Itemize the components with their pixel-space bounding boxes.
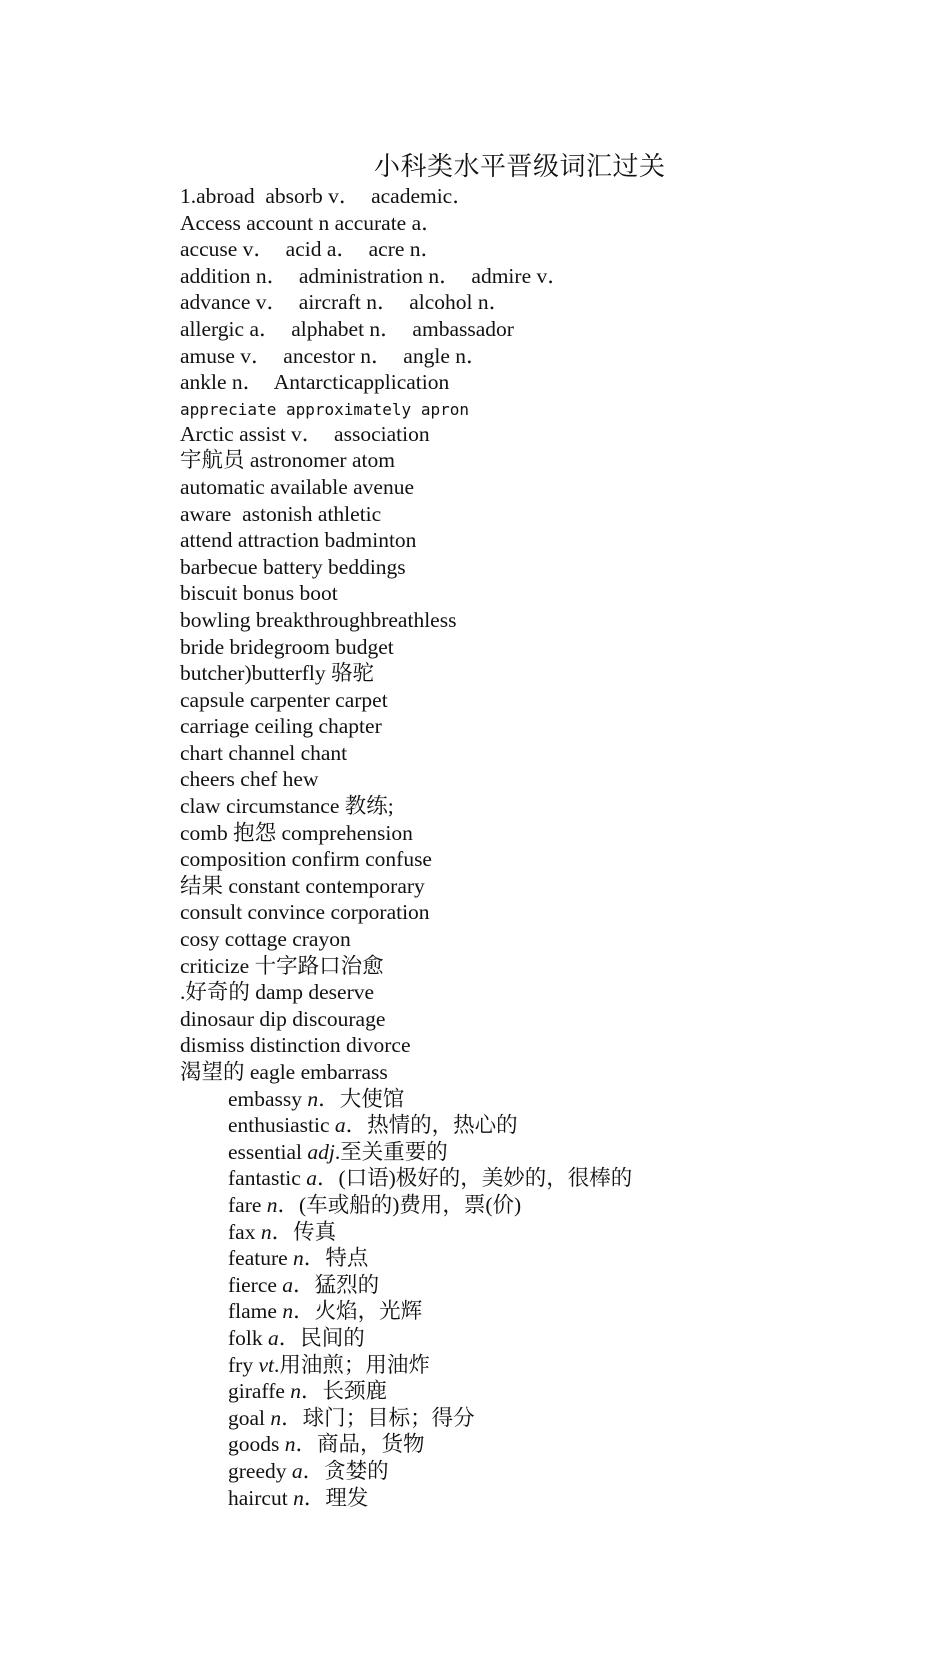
- entry-separator: ．: [303, 1485, 326, 1510]
- entry-separator: ．: [303, 1246, 326, 1271]
- word-line: Access account n accurate a．: [180, 210, 443, 235]
- entry-meaning: 长颈鹿: [322, 1379, 388, 1404]
- entry-part-of-speech: n: [270, 1405, 282, 1430]
- word-line: cheers chef hew: [180, 767, 319, 792]
- word-line: biscuit bonus boot: [180, 581, 338, 606]
- entry-word: enthusiastic: [228, 1113, 330, 1138]
- vocab-entry: [228, 1112, 920, 1139]
- entry-meaning: 热情的，热心的: [367, 1113, 518, 1138]
- entry-part-of-speech: n: [290, 1379, 302, 1404]
- word-line: advance v． aircraft n． alcohol n．: [180, 290, 511, 315]
- word-line: allergic a． alphabet n． ambassador: [180, 316, 514, 341]
- word-line: 1.abroad absorb v． academic．: [180, 184, 474, 208]
- entry-separator: ．: [302, 1458, 325, 1483]
- word-line: bowling breakthroughbreathless: [180, 607, 457, 632]
- entry-separator: .: [273, 1352, 280, 1377]
- word-line: butcher)butterfly 骆驼: [180, 661, 375, 686]
- word-line: appreciate approximately apron: [180, 399, 469, 419]
- entry-meaning: 商品，货物: [317, 1432, 425, 1457]
- word-line: accuse v． acid a． acre n．: [180, 237, 443, 262]
- entry-part-of-speech: a: [268, 1325, 279, 1350]
- entry-meaning: 球门；目标；得分: [302, 1405, 475, 1430]
- entry-part-of-speech: a: [291, 1458, 303, 1483]
- entry-word: embassy: [228, 1086, 303, 1111]
- vocab-entry: [228, 1086, 920, 1113]
- entry-meaning: (口语)极好的，美妙的，很棒的: [338, 1166, 633, 1191]
- entry-separator: ．: [295, 1432, 318, 1457]
- entry-word: greedy: [228, 1458, 287, 1483]
- vocab-entry: [228, 1245, 920, 1272]
- entry-part-of-speech: a: [334, 1113, 346, 1138]
- vocab-entry: [228, 1352, 920, 1379]
- entry-part-of-speech: n: [293, 1485, 304, 1510]
- entry-meaning: 特点: [325, 1246, 369, 1271]
- word-line: consult convince corporation: [180, 900, 430, 925]
- word-line: capsule carpenter carpet: [180, 687, 388, 712]
- entry-part-of-speech: n: [266, 1192, 278, 1217]
- entry-word: fare: [228, 1192, 262, 1217]
- word-line: .好奇的 damp deserve: [180, 980, 375, 1005]
- entry-meaning: 用油煎；用油炸: [279, 1352, 430, 1377]
- word-list: [180, 183, 920, 1086]
- entry-meaning: 至关重要的: [340, 1139, 448, 1164]
- entry-part-of-speech: vt: [258, 1352, 274, 1377]
- page-title: 小科类水平晋级词汇过关: [374, 152, 666, 181]
- word-line: chart channel chant: [180, 740, 348, 765]
- entry-word: haircut: [228, 1485, 288, 1510]
- vocab-entry: [228, 1378, 920, 1405]
- entry-meaning: 贪婪的: [324, 1458, 389, 1483]
- entry-part-of-speech: adj: [307, 1139, 335, 1164]
- entry-part-of-speech: n: [284, 1432, 296, 1457]
- entry-word: fantastic: [228, 1166, 301, 1191]
- word-line: claw circumstance 教练;: [180, 794, 394, 819]
- word-line: comb 抱怨 comprehension: [180, 820, 413, 845]
- word-line: attend attraction badminton: [180, 528, 417, 553]
- vocab-entry: [228, 1298, 920, 1325]
- entry-separator: ．: [345, 1113, 368, 1138]
- word-line: ankle n． Antarcticapplication: [180, 370, 450, 395]
- entry-separator: ．: [277, 1192, 300, 1217]
- entry-separator: ．: [293, 1272, 315, 1297]
- entry-part-of-speech: n: [293, 1246, 304, 1271]
- entry-separator: ．: [281, 1405, 303, 1430]
- word-line: Arctic assist v． association: [180, 421, 430, 446]
- entry-separator: ．: [278, 1325, 301, 1350]
- entry-word: fierce: [228, 1272, 277, 1297]
- word-line: amuse v． ancestor n． angle n．: [180, 343, 488, 368]
- entry-separator: ．: [316, 1166, 339, 1191]
- word-line: dismiss distinction divorce: [180, 1033, 411, 1058]
- entry-word: flame: [228, 1299, 277, 1324]
- entry-part-of-speech: n: [282, 1299, 294, 1324]
- vocab-entry: [228, 1405, 920, 1432]
- vocab-entry: [228, 1272, 920, 1299]
- word-line: carriage ceiling chapter: [180, 714, 382, 739]
- entry-meaning: 猛烈的: [314, 1272, 380, 1297]
- entry-meaning: 民间的: [300, 1325, 365, 1350]
- word-line: 渴望的 eagle embarrass: [180, 1060, 388, 1084]
- entry-separator: .: [334, 1139, 341, 1164]
- entry-separator: ．: [271, 1219, 294, 1244]
- entry-meaning: 传真: [293, 1219, 337, 1244]
- entry-part-of-speech: n: [260, 1219, 272, 1244]
- entry-part-of-speech: a: [282, 1272, 294, 1297]
- entry-separator: ．: [293, 1299, 315, 1324]
- word-line: cosy cottage crayon: [180, 927, 351, 952]
- word-line: bride bridegroom budget: [180, 634, 394, 659]
- vocab-entry: [228, 1165, 920, 1192]
- entry-word: fry: [228, 1352, 254, 1377]
- vocab-entry: [228, 1325, 920, 1352]
- vocabulary-content: [180, 183, 920, 1511]
- entry-word: essential: [228, 1139, 303, 1164]
- word-line: criticize 十字路口治愈: [180, 953, 384, 978]
- entry-part-of-speech: n: [307, 1086, 319, 1111]
- word-line: composition confirm confuse: [180, 847, 432, 872]
- entry-word: goal: [228, 1405, 266, 1430]
- word-line: 宇航员 astronomer atom: [180, 448, 395, 473]
- entry-word: feature: [228, 1246, 288, 1271]
- entry-meaning: 理发: [325, 1485, 369, 1510]
- word-line: barbecue battery beddings: [180, 554, 406, 579]
- entry-meaning: 大使馆: [339, 1086, 405, 1111]
- word-line: addition n． administration n． admire v．: [180, 263, 569, 288]
- word-line: automatic available avenue: [180, 474, 414, 499]
- vocab-entry-list: [180, 1086, 920, 1512]
- entry-word: fax: [228, 1219, 256, 1244]
- entry-part-of-speech: a: [306, 1166, 317, 1191]
- word-line: dinosaur dip discourage: [180, 1006, 386, 1031]
- entry-meaning: 火焰，光辉: [314, 1299, 423, 1324]
- entry-word: giraffe: [228, 1379, 285, 1404]
- entry-separator: ．: [301, 1379, 323, 1404]
- entry-word: folk: [228, 1325, 263, 1350]
- vocab-entry: [228, 1219, 920, 1246]
- vocab-entry: [228, 1139, 920, 1166]
- entry-meaning: (车或船的)费用，票(价): [299, 1192, 522, 1217]
- vocab-entry: [228, 1431, 920, 1458]
- word-line: aware astonish athletic: [180, 501, 382, 526]
- entry-separator: ．: [318, 1086, 340, 1111]
- vocab-entry: [228, 1458, 920, 1485]
- word-line: 结果 constant contemporary: [180, 873, 425, 898]
- vocab-entry: [228, 1485, 920, 1512]
- vocab-entry: [228, 1192, 920, 1219]
- entry-word: goods: [228, 1432, 280, 1457]
